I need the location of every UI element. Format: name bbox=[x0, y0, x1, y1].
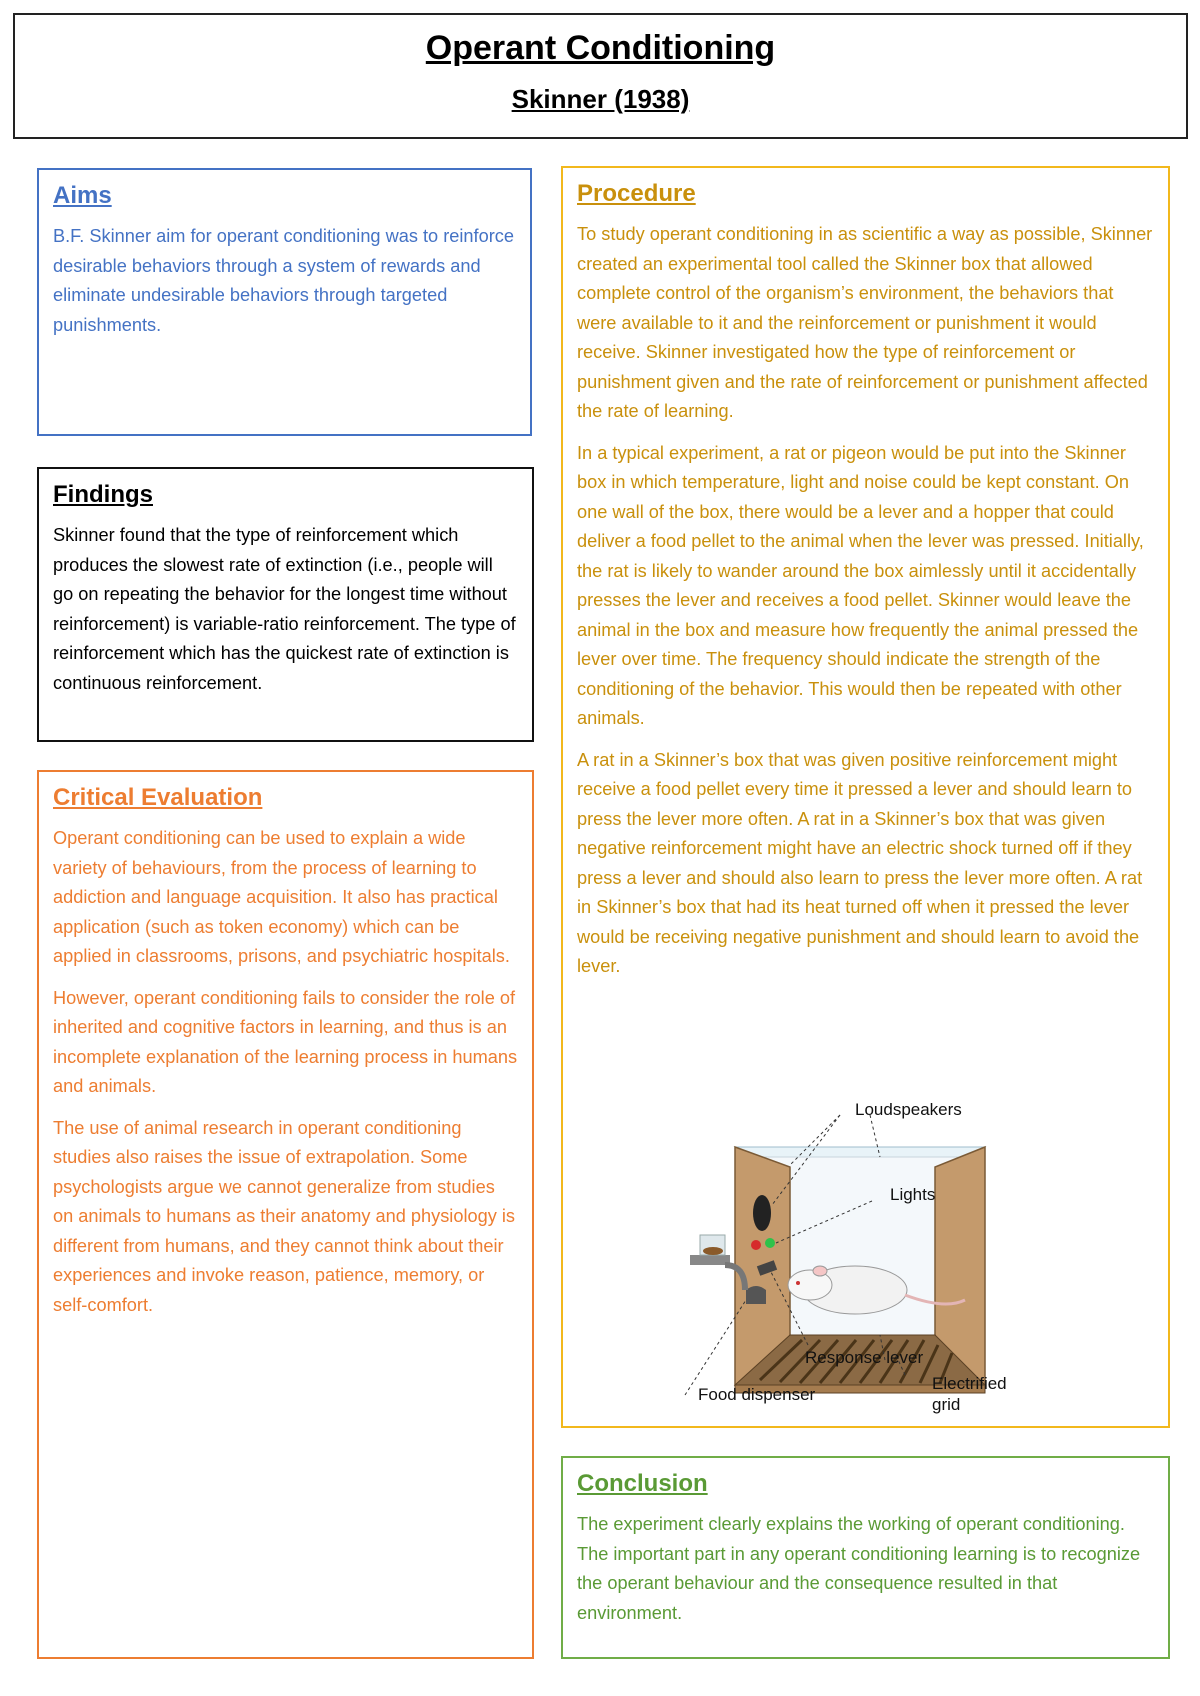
procedure-heading: Procedure bbox=[577, 180, 696, 207]
diagram-label-food-dispenser: Food dispenser bbox=[698, 1385, 816, 1404]
diagram-label-electrified-grid: Electrified grid bbox=[932, 1374, 1007, 1414]
conclusion-text: The experiment clearly explains the working of operant conditioning. The important part in any operant conditioning learning is to recognize the operant behaviour and the consequence resulted in that environment. bbox=[577, 1514, 1141, 1623]
critical-evaluation-paragraph: The use of animal research in operant conditioning studies also raises the issue of extrapolation. Some psychologists argue we cannot generalize from studies on animals to humans as their anatomy and physiology is different from humans, and they cannot think about their experiences and invoke reason, patience, memory, or self-comfort. bbox=[53, 1117, 516, 1315]
conclusion-heading: Conclusion bbox=[577, 1470, 708, 1497]
aims-text: B.F. Skinner aim for operant conditioning was to reinforce desirable behaviors through a system of rewards and eliminate undesirable behaviors through targeted punishments. bbox=[53, 226, 514, 335]
procedure-paragraph: In a typical experiment, a rat or pigeon would be put into the Skinner box in which temperature, light and noise could be kept constant. On one wall of the box, there would be a lever and a hopper that could deliver a food pellet to the animal when the lever was pressed. Initially, the rat is likely to wander around the box aimlessly until it accidentally presses the lever and receives a food pellet. Skinner would leave the animal in the box and measure how frequently the animal pressed the lever over time. The frequency should indicate the strength of the conditioning of the behavior. This would then be repeated with other animals. bbox=[577, 442, 1144, 728]
diagram-label-response-lever: Response lever bbox=[805, 1348, 924, 1367]
title-box bbox=[13, 13, 1188, 139]
findings-section bbox=[37, 467, 534, 742]
aims-heading: Aims bbox=[53, 182, 112, 209]
critical-evaluation-paragraph: However, operant conditioning fails to consider the role of inherited and cognitive factors in learning, and thus is an incomplete explanation of the learning process in humans and animals. bbox=[53, 987, 518, 1096]
procedure-paragraph: To study operant conditioning in as scientific a way as possible, Skinner created an experimental tool called the Skinner box that allowed complete control of the organism’s environment, the behaviors that were available to it and the reinforcement or punishment it would receive. Skinner investigated how the type of reinforcement or punishment given and the rate of reinforcement or punishment affected the rate of learning. bbox=[577, 224, 1153, 421]
diagram-label-loudspeakers: Loudspeakers bbox=[855, 1100, 962, 1119]
page-subtitle: Skinner (1938) bbox=[511, 84, 690, 114]
findings-heading: Findings bbox=[53, 481, 153, 508]
procedure-paragraph: A rat in a Skinner’s box that was given positive reinforcement might receive a food pellet every time it pressed a lever and should learn to press the lever more often. A rat in a Skinner’s box that was given negative reinforcement might have an electric shock turned off if they press a lever and should also learn to press the lever more often. A rat in Skinner’s box that had its heat turned off when it pressed the lever would be receiving negative punishment and should learn to avoid the lever. bbox=[577, 749, 1143, 976]
critical-evaluation-heading: Critical Evaluation bbox=[53, 784, 263, 811]
page-title: Operant Conditioning bbox=[425, 29, 776, 67]
findings-text: Skinner found that the type of reinforcement which produces the slowest rate of extinction (i.e., people will go on repeating the behavior for the longest time without reinforcement) is variable-ratio reinforcement. The type of reinforcement which has the quickest rate of extinction is continuous reinforcement. bbox=[53, 525, 516, 693]
skinner-box-diagram bbox=[680, 1095, 1050, 1425]
critical-evaluation-section bbox=[37, 770, 534, 1659]
critical-evaluation-paragraph: Operant conditioning can be used to explain a wide variety of behaviours, from the process of learning to addiction and language acquisition. It also has practical application (such as token economy) which can be applied in classrooms, prisons, and psychiatric hospitals. bbox=[53, 828, 510, 966]
aims-section bbox=[37, 168, 532, 436]
diagram-label-lights: Lights bbox=[890, 1185, 936, 1204]
conclusion-section bbox=[561, 1456, 1170, 1659]
